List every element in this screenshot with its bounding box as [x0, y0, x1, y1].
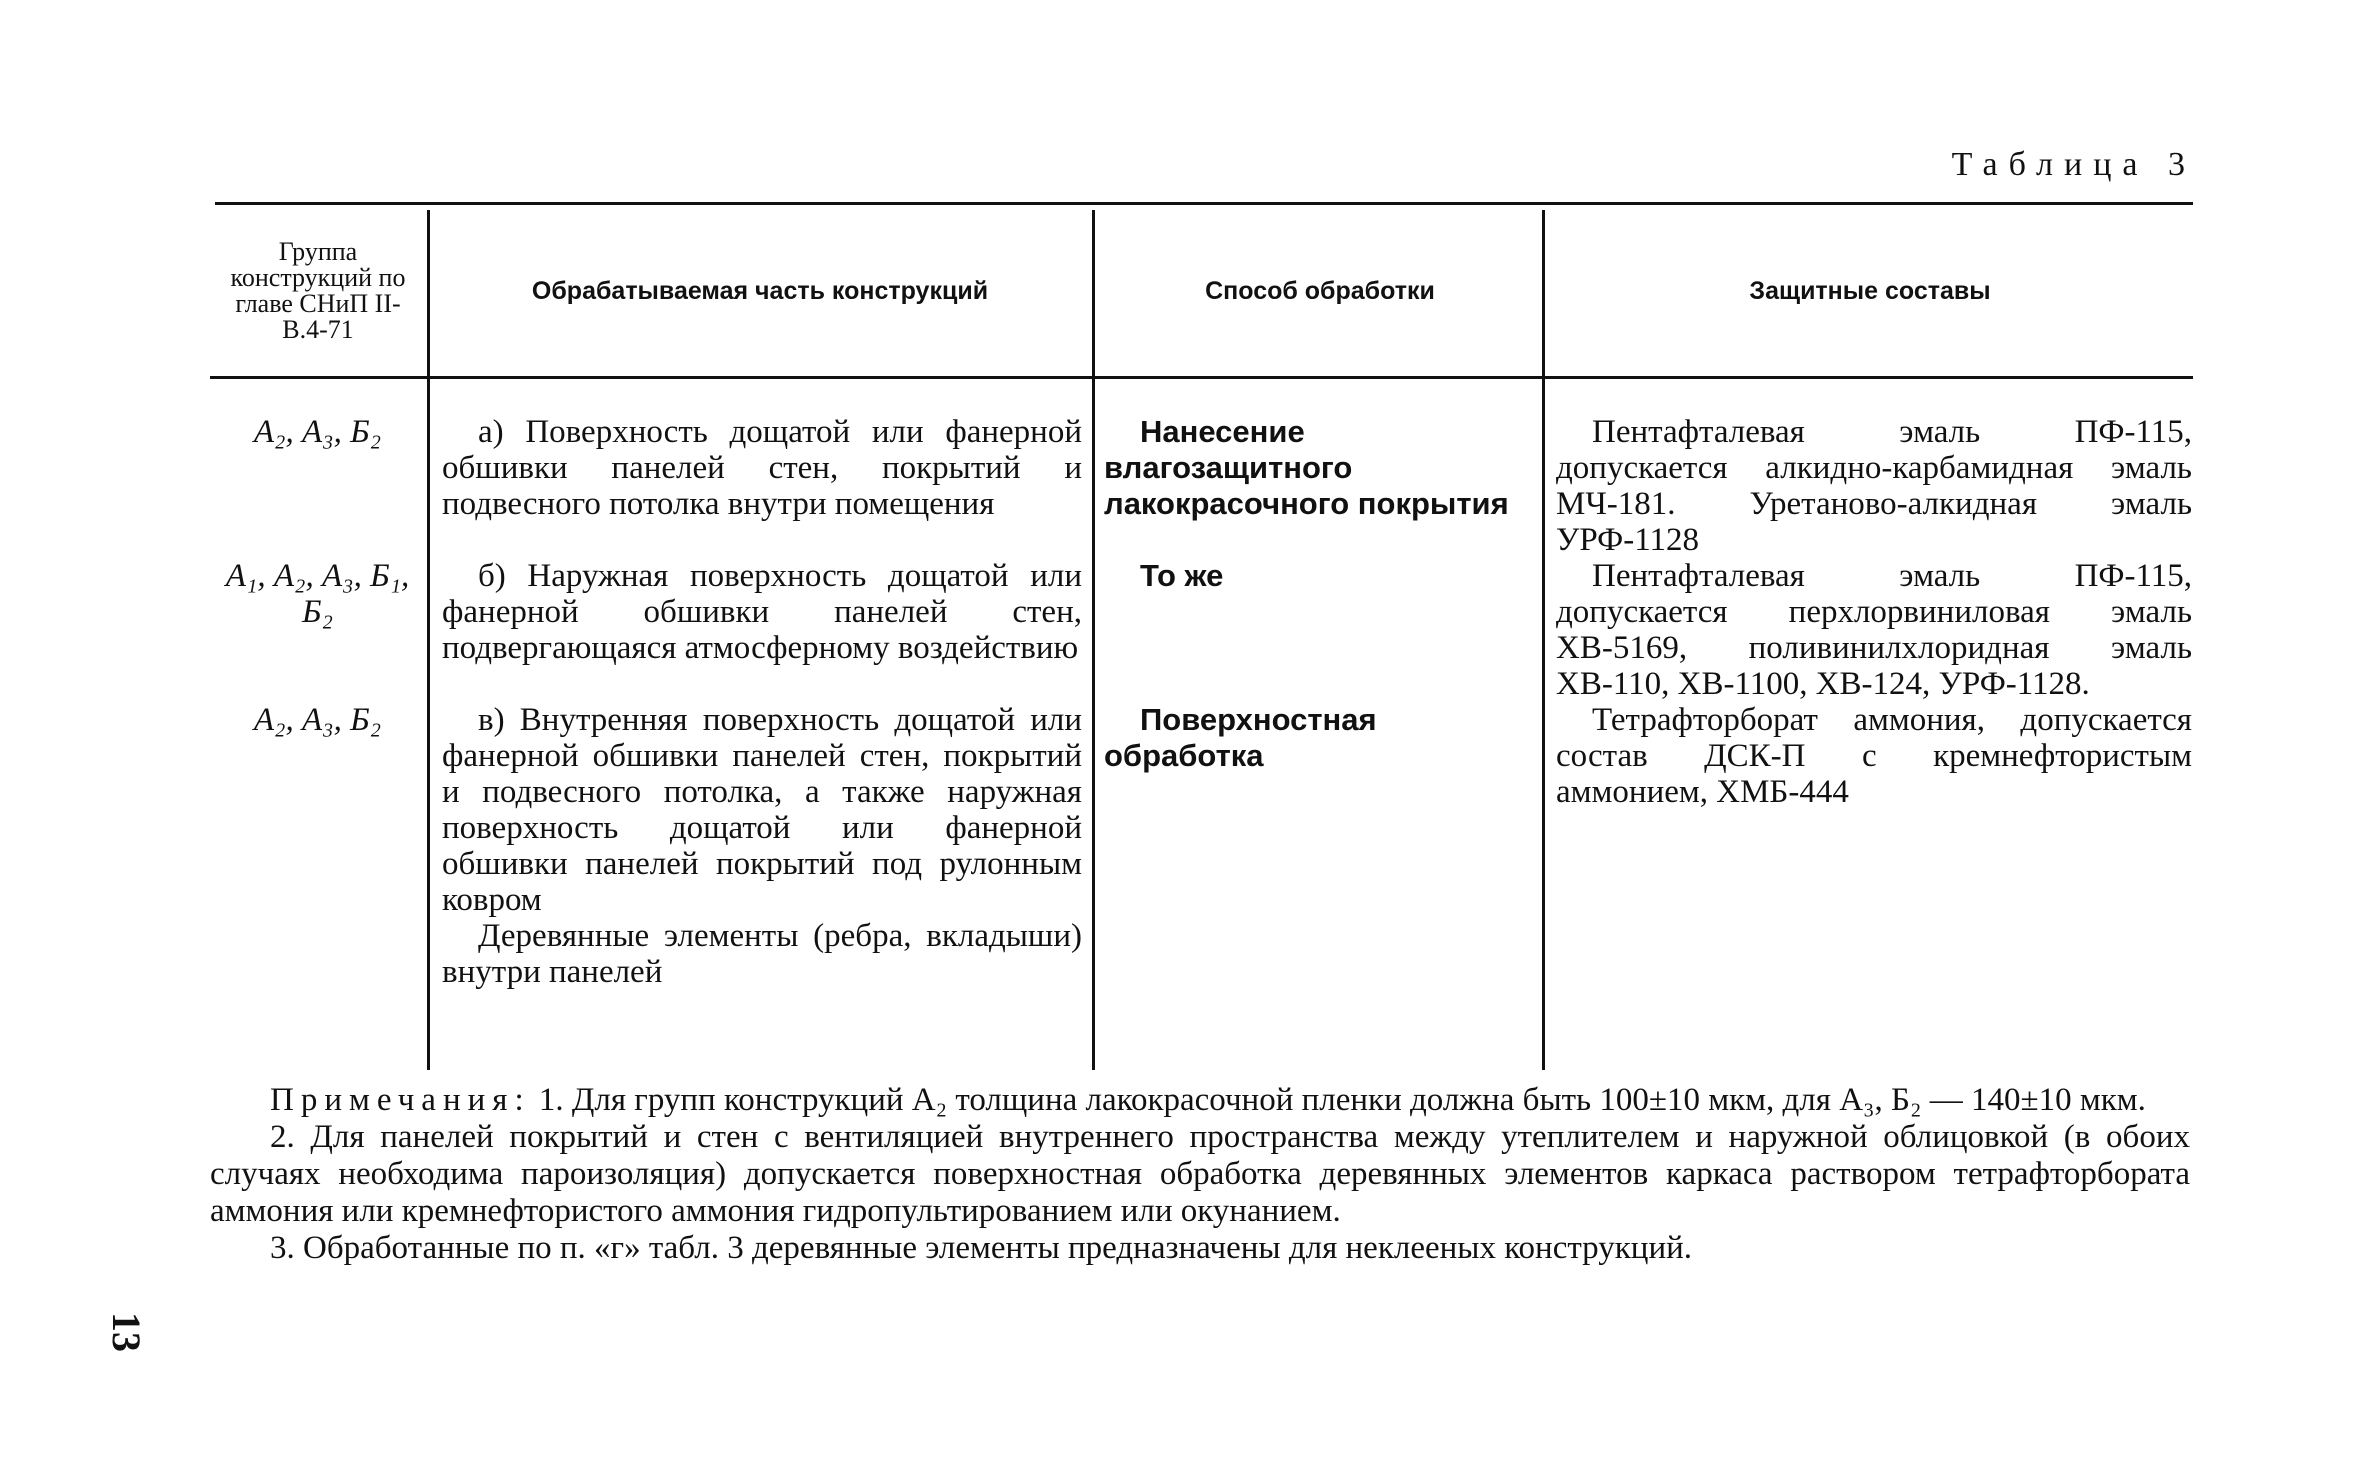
header-part: Обрабатываемая часть конструкций [531, 276, 989, 305]
row-3-compounds: Тетрафторборат аммония, допускается состав ДСК-П с кремнефтористым аммонием, ХМБ-444 [1556, 702, 2192, 810]
page-number: 13 [104, 1312, 149, 1352]
row-3-method: Поверхностная обработка [1104, 702, 1377, 773]
table-top-rule [215, 202, 2193, 205]
note-1 [210, 1082, 2190, 1119]
row-1-method: Нанесение влагозащитного лакокрасочного покрытия [1104, 414, 1509, 521]
column-divider-3 [1542, 210, 1545, 1070]
row-3-part: в) Внутренняя поверхность дощатой или фанерной обшивки панелей стен, покрытий и подвесного потолка, а также наружная поверхность дощатой или фанерной обшивки панелей покрытий под рулонным ковром [442, 702, 1082, 918]
row-2-method: То же [1140, 558, 1224, 593]
notes [210, 1082, 2190, 1267]
row-1-part: а) Поверхность дощатой или фанерной обшивки панелей стен, покрытий и подвесного потолка внутри помещения [442, 414, 1082, 522]
column-divider-2 [1092, 210, 1095, 1070]
header-method: Способ обработки [1205, 276, 1435, 305]
notes-label: Примечания: [270, 1082, 531, 1118]
row-1-compounds: Пентафталевая эмаль ПФ-115, допускается алкидно-карбамидная эмаль МЧ-181. Уретаново-алкидная эмаль УРФ-1128 [1556, 414, 2192, 558]
row-3-part-2: Деревянные элементы (ребра, вкладыши) внутри панелей [442, 918, 1082, 990]
header-group: Группа конструкций по главе СНиП II-В.4-71 [230, 237, 406, 344]
row-2-part: б) Наружная поверхность дощатой или фанерной обшивки панелей стен, подвергающаяся атмосферному воздействию [442, 558, 1082, 666]
row-1-group: А₂, А₃, Б₂ [253, 414, 382, 450]
row-2-compounds: Пентафталевая эмаль ПФ-115, допускается перхлорвиниловая эмаль ХВ-5169, поливинилхлоридная эмаль ХВ-110, ХВ-1100, ХВ-124, УРФ-1128. [1556, 558, 2192, 702]
row-3-group: А₂, А₃, Б₂ [253, 702, 382, 738]
header-compounds: Защитные составы [1749, 276, 1991, 305]
column-divider-1 [427, 210, 430, 1070]
table-title: Таблица 3 [1951, 146, 2196, 183]
row-2-group: А₁, А₂, А₃, Б₁, Б₂ [225, 558, 410, 630]
note-3: 3. Обработанные по п. «г» табл. 3 деревянные элементы предназначены для неклееных конструкций. [270, 1230, 1693, 1266]
note-1-text: 1. Для групп конструкций А₂ толщина лакокрасочной пленки должна быть 100±10 мкм, для А₃, Б₂ — 140±10 мкм. [538, 1082, 2146, 1118]
header-bottom-rule [210, 376, 2193, 379]
note-2: 2. Для панелей покрытий и стен с вентиляцией внутреннего пространства между утеплителем и наружной облицовкой (в обоих случаях необходима пароизоляция) допускается поверхностная обработка деревянных элементов каркаса раствором тетрафторбората аммония или кремнефтористого аммония гидропультированием или окунанием. [210, 1119, 2190, 1229]
